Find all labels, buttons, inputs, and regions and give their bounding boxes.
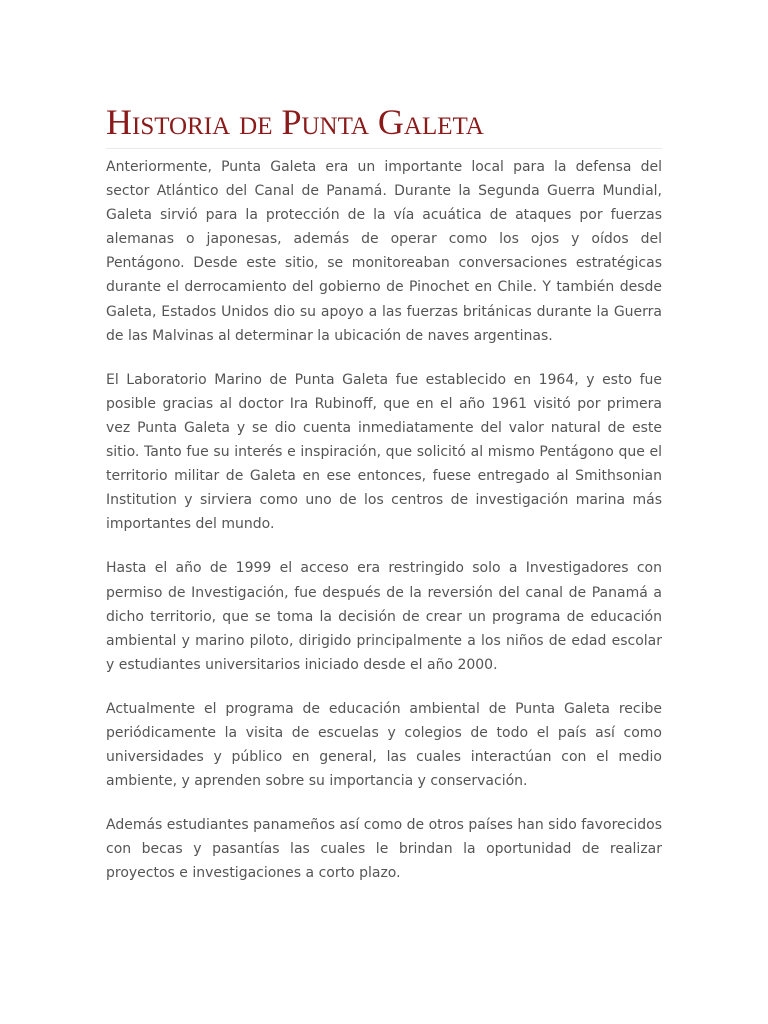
paragraph: Hasta el año de 1999 el acceso era restringido solo a Investigadores con permiso de Investigación, fue después de la reversión del canal de Panamá a dicho territorio, que se toma la decisión de crear un programa de educación ambiental y marino piloto, dirigido principalmente a los niños de edad escolar y estudiantes universitarios iniciado desde el año 2000. (106, 560, 662, 673)
paragraph: Anteriormente, Punta Galeta era un importante local para la defensa del sector Atlántico del Canal de Panamá. Durante la Segunda Guerra Mundial, Galeta sirvió para la protección de la vía acuática de ataques por fuerzas alemanas o japonesas, además de operar como los ojos y oídos del Pentágono. Desde este sitio, se monitoreaban conversaciones estratégicas durante el derrocamiento del gobierno de Pinochet en Chile. Y también desde Galeta, Estados Unidos dio su apoyo a las fuerzas británicas durante la Guerra de las Malvinas al determinar la ubicación de naves argentinas. (106, 159, 662, 344)
page-title: Historia de Punta Galeta (106, 102, 662, 149)
paragraph: Además estudiantes panameños así como de otros países han sido favorecidos con becas y pasantías las cuales le brindan la oportunidad de realizar proyectos e investigaciones a corto plazo. (106, 817, 663, 882)
paragraph: Actualmente el programa de educación ambiental de Punta Galeta recibe periódicamente la visita de escuelas y colegios de todo el país así como universidades y público en general, las cuales interactúan con el medio ambiente, y aprenden sobre su importancia y conservación. (106, 700, 662, 790)
article (106, 102, 662, 906)
article-body (106, 155, 662, 886)
paragraph: El Laboratorio Marino de Punta Galeta fue establecido en 1964, y esto fue posible gracias al doctor Ira Rubinoff, que en el año 1961 visitó por primera vez Punta Galeta y se dio cuenta inmediatamente del valor natural de este sitio. Tanto fue su interés e inspiración, que solicitó al mismo Pentágono que el territorio militar de Galeta en ese entonces, fuese entregado al Smithsonian Institution y sirviera como uno de los centros de investigación marina más importantes del mundo. (106, 371, 662, 533)
